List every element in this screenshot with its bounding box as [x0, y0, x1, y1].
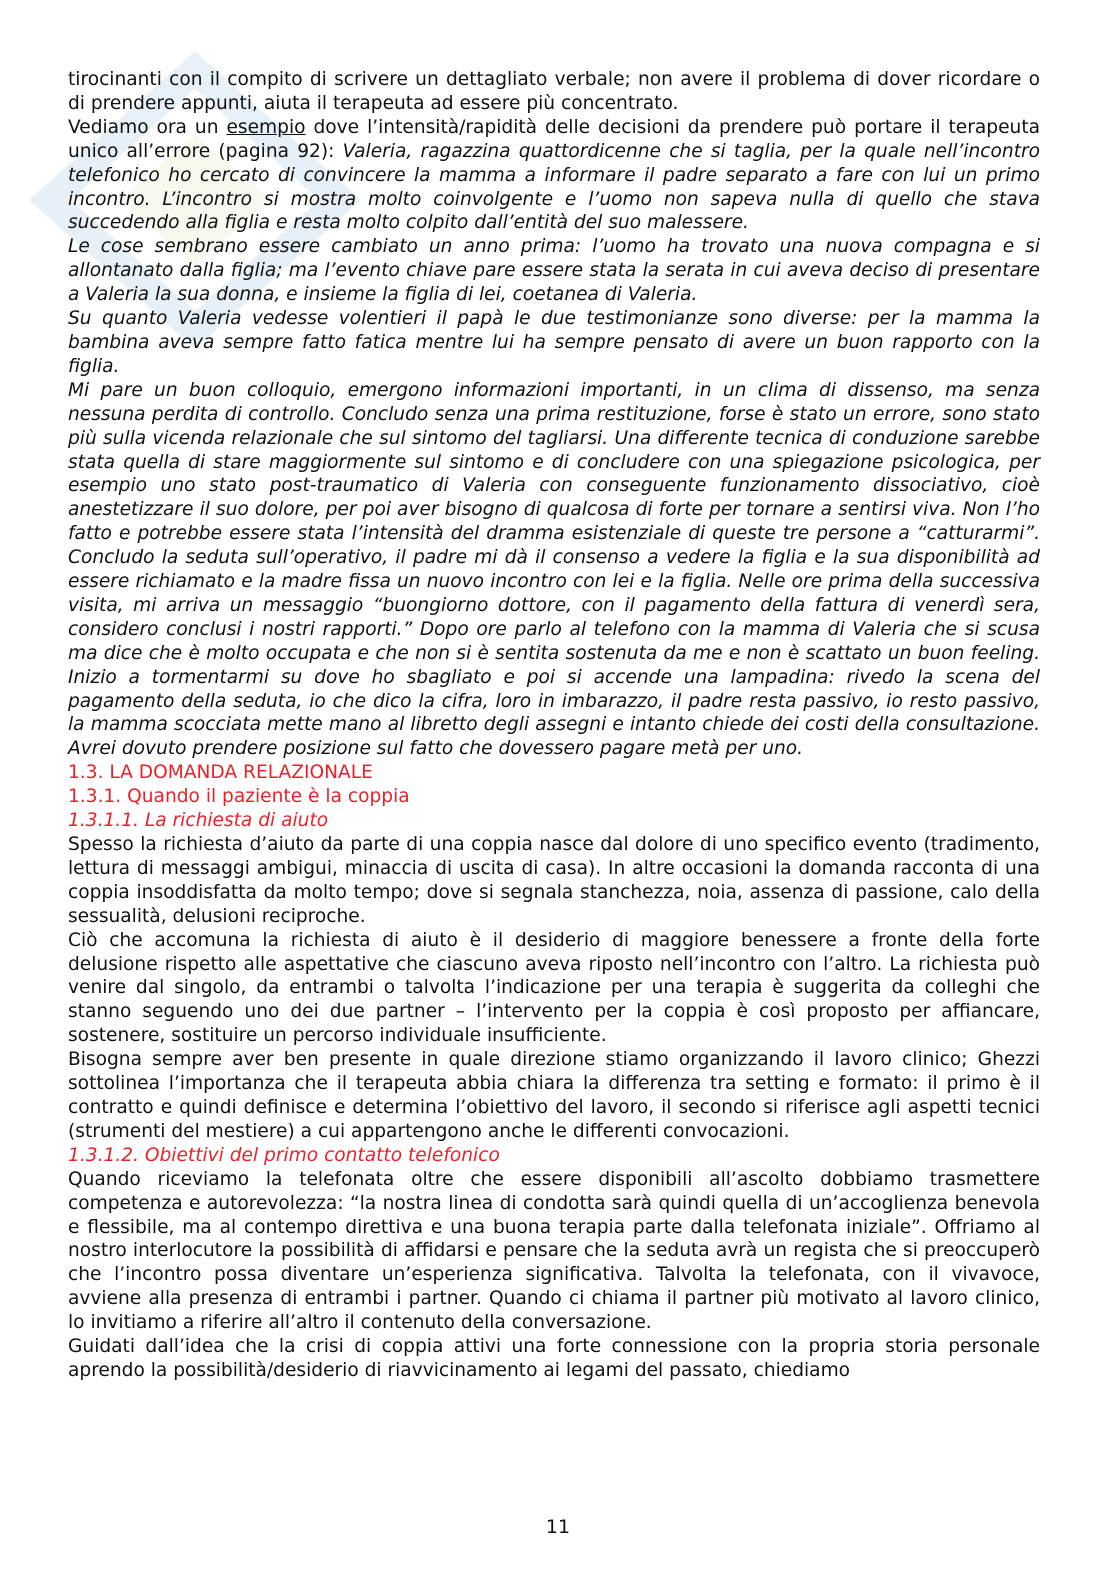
document-body [68, 68, 1040, 1383]
paragraph-9: Spesso la richiesta d’aiuto da parte di una coppia nasce dal dolore di uno specifico evento (tradimento, lettura di messaggi ambigui, minaccia di uscita di casa). In altre occasioni la domanda racconta di una coppia insoddisfatta da molto tempo; dove si segnala stanchezza, noia, assenza di passione, calo della sessualità, delusioni reciproche. [68, 834, 1040, 927]
paragraph-13: Quando riceviamo la telefonata oltre che essere disponibili all’ascolto dobbiamo trasmettere competenza e autorevolezza: “la nostra linea di condotta sarà quindi quella di un’accoglienza benevola e flessibile, ma al contempo direttiva e una buona terapia parte dalla telefonata iniziale”. Offriamo al nostro interlocutore la possibilità di affidarsi e pensare che la seduta avrà un regista che si preoccuperò che l’incontro possa diventare un’esperienza significativa. Talvolta la telefonata, con il vivavoce, avviene alla presenza di entrambi i partner. Quando ci chiama il partner più motivato al lavoro clinico, lo invitiamo a riferire all’altro il contenuto della conversazione. [68, 1168, 1040, 1334]
example-middle: dove l’intensità/rapidità delle decisioni da prendere può portare il terapeuta unico all’errore (pagina 92): [68, 116, 1041, 162]
paragraph-5: Mi pare un buon colloquio, emergono informazioni importanti, in un clima di dissenso, ma senza nessuna perdita di controllo. Concludo senza una prima restituzione, forse è stato un errore, sono stato più sulla vicenda relazionale che sul sintomo del tagliarsi. Una differente tecnica di conduzione sarebbe stata quella di stare maggiormente sul sintomo e di concludere con una spiegazione psicologica, per esempio uno stato post-traumatico di Valeria con conseguente funzionamento dissociativo, cioè anestetizzare il suo dolore, per poi aver bisogno di qualcosa di forte per tornare a sentirsi viva. Non l’ho fatto e potrebbe essere stata l’intensità del dramma esistenziale di queste tre persone a “catturarmi”. Concludo la seduta sull’operativo, il padre mi dà il consenso a vedere la figlia e la sua disponibilità ad essere richiamato e la madre fissa un nuovo incontro con lei e la figlia. Nelle ore prima della successiva visita, mi arriva un messaggio “buongiorno dottore, con il pagamento della fattura di venerdì sera, considero conclusi i nostri rapporti.” Dopo ore parlo al telefono con la mamma di Valeria che si scusa ma dice che è molto occupata e che non si è sentita sostenuta da me e non è scattato un buon feeling. Inizio a tormentarmi su dove ho sbagliato e poi si accende una lampadina: rivedo la scena del pagamento della seduta, io che dico la cifra, loro in imbarazzo, il padre resta passivo, io resto passivo, la mamma scocciata mette mano al libretto degli assegni e intanto chiede dei costi della consultazione. Avrei dovuto prendere posizione sul fatto che dovessero pagare metà per uno. [68, 379, 1040, 760]
paragraph-3: Le cose sembrano essere cambiato un anno prima: l’uomo ha trovato una nuova compagna e si allontanato dalla figlia; ma l’evento chiave pare essere stata la serata in cui aveva deciso di presentare a Valeria la sua donna, e insieme la figlia di lei, coetanea di Valeria. [68, 236, 1040, 306]
paragraph-example [68, 116, 1040, 236]
example-lead: Vediamo ora un [68, 116, 227, 138]
heading-1-3-1: 1.3.1. Quando il paziente è la coppia [68, 786, 410, 808]
paragraph-11: Bisogna sempre aver ben presente in quale direzione stiamo organizzando il lavoro clinico; Ghezzi sottolinea l’importanza che il terapeuta abbia chiara la differenza tra setting e formato: il primo è il contratto e quindi definisce e determina l’obiettivo del lavoro, il secondo si riferisce agli aspetti tecnici (strumenti del mestiere) a cui appartengono anche le differenti convocazioni. [68, 1049, 1040, 1142]
paragraph-4: Su quanto Valeria vedesse volentieri il papà le due testimonianze sono diverse: per la mamma la bambina aveva sempre fatto fatica mentre lui ha sempre pensato di avere un buon rapporto con la figlia. [68, 308, 1040, 377]
example-italic: Valeria, ragazzina quattordicenne che si taglia, per la quale nell’incontro telefonico ho cercato di convincere la mamma a informare il padre separato a fare con lui un primo incontro. L’incontro si mostra molto coinvolgente e l’uomo non sapeva nulla di quello che stava succedendo alla figlia e resta molto colpito dall’entità del suo malessere. [68, 140, 1041, 234]
heading-1-3: 1.3. LA DOMANDA RELAZIONALE [68, 762, 373, 784]
heading-1-3-1-2: 1.3.1.2. Obiettivi del primo contatto telefonico [68, 1144, 500, 1166]
example-link[interactable]: esempio [226, 116, 306, 138]
page-number: 11 [545, 1516, 571, 1538]
heading-1-3-1-1: 1.3.1.1. La richiesta di aiuto [68, 810, 329, 832]
paragraph-14: Guidati dall’idea che la crisi di coppia attivi una forte connessione con la propria storia personale aprendo la possibilità/desiderio di riavvicinamento ai legami del passato, chiediamo [68, 1336, 1040, 1381]
paragraph-10: Ciò che accomuna la richiesta di aiuto è il desiderio di maggiore benessere a fronte della forte delusione rispetto alle aspettative che ciascuno aveva riposto nell’incontro con l’altro. La richiesta può venire dal singolo, da entrambi o talvolta l’indicazione per una terapia è suggerita da colleghi che stanno seguendo uno dei due partner – l’intervento per la coppia è così proposto per affiancare, sostenere, sostituire un percorso individuale insufficiente. [68, 929, 1040, 1047]
paragraph-1: tirocinanti con il compito di scrivere un dettagliato verbale; non avere il problema di dover ricordare o di prendere appunti, aiuta il terapeuta ad essere più concentrato. [68, 69, 1040, 114]
